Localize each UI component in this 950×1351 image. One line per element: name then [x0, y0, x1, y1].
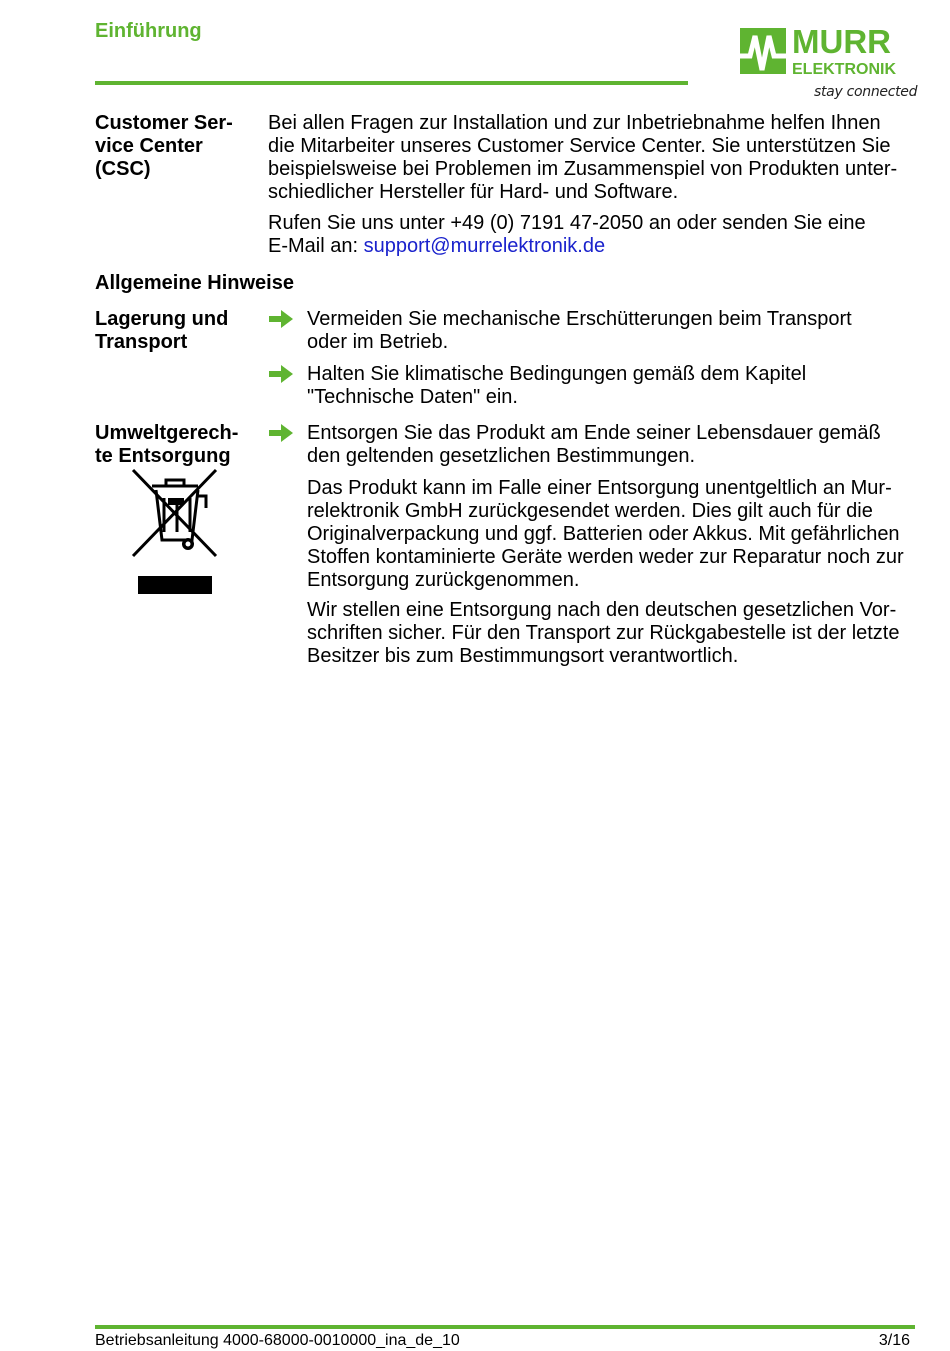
email-prefix: E-Mail an:	[268, 235, 364, 257]
general-heading: Allgemeine Hinweise	[95, 272, 294, 294]
storage-bullet-2	[307, 363, 917, 409]
storage-label	[95, 308, 228, 354]
csc-paragraph-2	[268, 212, 918, 258]
text-line: Wir stellen eine Entsorgung nach den deutschen gesetzlichen Vor-	[307, 599, 897, 621]
text-line: Stoffen kontaminierte Geräte werden weder zur Reparatur noch zur	[307, 546, 904, 568]
text-line: Entsorgen Sie das Produkt am Ende seiner Lebensdauer gemäß	[307, 422, 881, 444]
text-line: Originalverpackung und ggf. Batterien oder Akkus. Mit gefährlichen	[307, 523, 900, 545]
arrow-right-icon	[268, 364, 294, 384]
text-line: oder im Betrieb.	[307, 331, 449, 353]
label-line: (CSC)	[95, 158, 151, 180]
header-rule	[95, 81, 688, 85]
footer-rule	[95, 1325, 915, 1329]
text-line: "Technische Daten" ein.	[307, 386, 518, 408]
text-line: Entsorgung zurückgenommen.	[307, 569, 580, 591]
csc-paragraph-1	[268, 112, 918, 204]
disposal-label	[95, 422, 238, 468]
arrow-right-icon	[268, 309, 294, 329]
text-line: Das Produkt kann im Falle einer Entsorgung unentgeltlich an Mur-	[307, 477, 892, 499]
disposal-bullet-1	[307, 422, 917, 468]
label-line: Transport	[95, 331, 188, 353]
text-line: Vermeiden Sie mechanische Erschütterungen beim Transport	[307, 308, 852, 330]
footer-document-id: Betriebsanleitung 4000-68000-0010000_ina_de_10	[95, 1332, 460, 1349]
label-line: Umweltgerech-	[95, 422, 239, 444]
disposal-paragraph-1	[307, 477, 917, 592]
weee-crossed-bin-icon	[128, 468, 220, 596]
support-email-link[interactable]: support@murrelektronik.de	[363, 235, 606, 257]
text-line: die Mitarbeiter unseres Customer Service Center. Sie unterstützen Sie	[268, 135, 891, 157]
text-line: Halten Sie klimatische Bedingungen gemäß dem Kapitel	[307, 363, 807, 385]
text-line: schiedlicher Hersteller für Hard- und Software.	[268, 181, 679, 203]
murr-logo	[738, 26, 918, 106]
label-line: te Entsorgung	[95, 445, 231, 467]
page-section-title: Einführung	[95, 20, 202, 42]
text-line: Besitzer bis zum Bestimmungsort verantwortlich.	[307, 645, 739, 667]
label-line: vice Center	[95, 135, 203, 157]
footer-page-number: 3/16	[878, 1332, 910, 1349]
arrow-right-icon	[268, 423, 294, 443]
text-line: Rufen Sie uns unter +49 (0) 7191 47-2050 an oder senden Sie eine	[268, 212, 866, 234]
storage-bullet-1	[307, 308, 917, 354]
label-line: Lagerung und	[95, 308, 229, 330]
text-line: schriften sicher. Für den Transport zur Rückgabestelle ist der letzte	[307, 622, 900, 644]
text-line: Bei allen Fragen zur Installation und zur Inbetriebnahme helfen Ihnen	[268, 112, 881, 134]
logo-tagline: stay connected	[814, 84, 918, 100]
text-line: relektronik GmbH zurückgesendet werden. Dies gilt auch für die	[307, 500, 873, 522]
text-line: den geltenden gesetzlichen Bestimmungen.	[307, 445, 696, 467]
logo-brand: MURR	[792, 26, 891, 60]
text-line: beispielsweise bei Problemen im Zusammenspiel von Produkten unter-	[268, 158, 898, 180]
disposal-paragraph-2	[307, 599, 917, 668]
text-line	[268, 235, 918, 258]
murr-logo-mark	[738, 26, 918, 82]
logo-sub: ELEKTRONIK	[792, 61, 896, 78]
label-line: Customer Ser-	[95, 112, 233, 134]
csc-label	[95, 112, 233, 181]
